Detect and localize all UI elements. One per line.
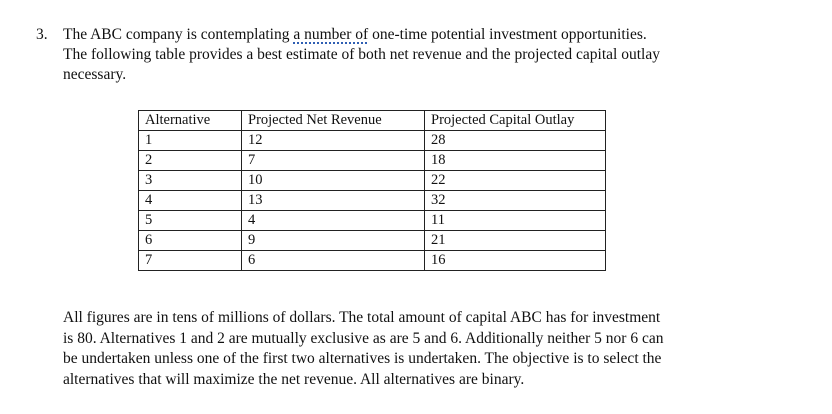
cell-alternative: 4 — [139, 191, 242, 211]
cell-net-revenue: 9 — [242, 231, 425, 251]
spellcheck-marked-text[interactable]: a number of — [293, 26, 369, 43]
cell-alternative: 2 — [139, 151, 242, 171]
investment-table — [138, 110, 606, 271]
table-row — [139, 211, 606, 231]
problem-description — [63, 308, 763, 390]
cell-alternative: 1 — [139, 131, 242, 151]
description-line-3: be undertaken unless one of the first two alternatives is undertaken. The objective is to select the — [63, 350, 662, 367]
cell-net-revenue: 7 — [242, 151, 425, 171]
cell-alternative: 5 — [139, 211, 242, 231]
cell-net-revenue: 6 — [242, 251, 425, 271]
header-capital-outlay: Projected Capital Outlay — [425, 111, 606, 131]
table-row — [139, 171, 606, 191]
cell-capital-outlay: 11 — [425, 211, 606, 231]
cell-capital-outlay: 18 — [425, 151, 606, 171]
cell-capital-outlay: 21 — [425, 231, 606, 251]
cell-capital-outlay: 22 — [425, 171, 606, 191]
cell-net-revenue: 4 — [242, 211, 425, 231]
cell-alternative: 7 — [139, 251, 242, 271]
table-row — [139, 151, 606, 171]
description-line-2: is 80. Alternatives 1 and 2 are mutually exclusive as are 5 and 6. Additionally neither 5 nor 6 can — [63, 329, 664, 347]
cell-alternative: 6 — [139, 231, 242, 251]
intro-text-after: one-time potential investment opportunities. — [368, 26, 647, 43]
table-row — [139, 131, 606, 151]
intro-line-2: The following table provides a best estimate of both net revenue and the projected capital outlay — [63, 46, 660, 63]
intro-line-1 — [63, 25, 783, 45]
table-row — [139, 231, 606, 251]
table-header-row — [139, 111, 606, 131]
cell-net-revenue: 10 — [242, 171, 425, 191]
cell-net-revenue: 12 — [242, 131, 425, 151]
cell-capital-outlay: 16 — [425, 251, 606, 271]
intro-text-before: The ABC company is contemplating — [63, 26, 294, 43]
description-line-1: All figures are in tens of millions of dollars. The total amount of capital ABC has for investment — [63, 309, 661, 326]
question-intro — [63, 25, 783, 85]
table-row — [139, 251, 606, 271]
cell-alternative: 3 — [139, 171, 242, 191]
cell-capital-outlay: 32 — [425, 191, 606, 211]
cell-capital-outlay: 28 — [425, 131, 606, 151]
header-alternative: Alternative — [139, 111, 242, 131]
cell-net-revenue: 13 — [242, 191, 425, 211]
description-line-4: alternatives that will maximize the net revenue. All alternatives are binary. — [63, 370, 525, 388]
header-net-revenue: Projected Net Revenue — [242, 111, 425, 131]
intro-line-3: necessary. — [63, 66, 127, 83]
question-number: 3. — [36, 26, 48, 43]
table-row — [139, 191, 606, 211]
